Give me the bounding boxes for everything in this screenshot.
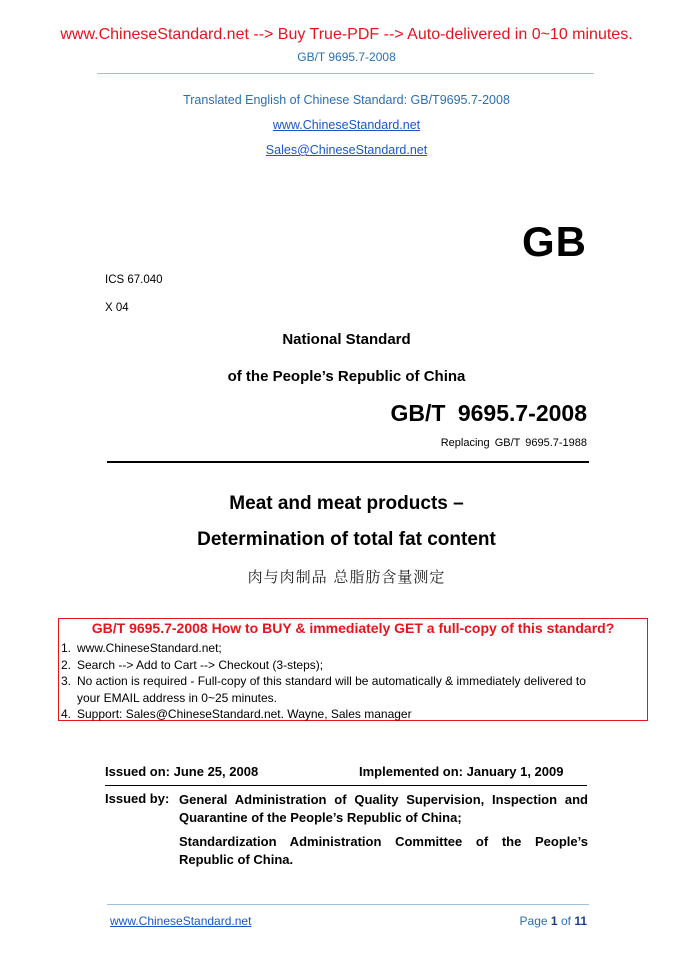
buy-steps-list <box>61 640 643 723</box>
issuer-2: Standardization Administration Committee of the People’s Republic of China. <box>179 834 588 867</box>
translated-notice: Translated English of Chinese Standard: GB/T9695.7-2008 <box>183 93 510 107</box>
footer-site-wrap <box>110 914 251 928</box>
site-link-wrap <box>0 118 693 132</box>
standard-number: GB/T 9695.7-2008 <box>390 400 587 426</box>
replacing-note: Replacing GB/T 9695.7-1988 <box>440 437 587 449</box>
list-item-number: 1. <box>61 641 72 655</box>
gb-mark: GB <box>522 218 587 265</box>
footer-divider <box>107 904 589 905</box>
top-banner: www.ChineseStandard.net --> Buy True-PDF --> Auto-delivered in 0~10 minutes. <box>60 26 633 43</box>
list-item-text: Search --> Add to Cart --> Checkout (3-steps); <box>77 657 324 672</box>
buy-instructions-box <box>58 618 648 721</box>
list-item-continuation: your EMAIL address in 0~25 minutes. <box>77 690 277 705</box>
list-item <box>61 673 643 690</box>
list-item <box>61 657 643 674</box>
list-item-number: 4. <box>61 707 72 721</box>
implemented-on-date: Implemented on: January 1, 2009 <box>359 764 564 779</box>
issued-by-label: Issued by: <box>105 791 170 806</box>
header-divider <box>97 73 594 74</box>
sales-email-link[interactable]: Sales@ChineseStandard.net <box>265 143 428 157</box>
issuer-1: General Administration of Quality Supervision, Inspection and Quarantine of the People’s Republic of China; <box>179 792 588 825</box>
page-of: of <box>560 914 571 928</box>
issued-on-date: Issued on: June 25, 2008 <box>105 764 259 779</box>
issue-divider <box>105 785 587 786</box>
buy-heading: GB/T 9695.7-2008 How to BUY & immediately GET a full-copy of this standard? <box>91 620 615 636</box>
list-item-text: Support: Sales@ChineseStandard.net. Wayne, Sales manager <box>77 707 412 721</box>
list-item-number: 2. <box>61 657 72 672</box>
page-label: Page <box>519 914 548 928</box>
national-standard-line2: of the People’s Republic of China <box>227 368 466 385</box>
site-link[interactable]: www.ChineseStandard.net <box>272 118 421 132</box>
sales-email-wrap <box>0 143 693 157</box>
page-current: 1 <box>550 914 558 928</box>
list-item-number: 3. <box>61 674 72 688</box>
list-item-text[interactable]: www.ChineseStandard.net; <box>77 641 222 655</box>
classification-code: X 04 <box>105 302 129 314</box>
footer-site-link[interactable]: www.ChineseStandard.net <box>110 914 252 928</box>
issuer-block <box>179 791 588 875</box>
national-standard-line1: National Standard <box>282 331 411 348</box>
list-item <box>61 640 643 657</box>
ics-code: ICS 67.040 <box>105 274 163 286</box>
chinese-title: 肉与肉制品 总脂肪含量测定 <box>247 568 446 586</box>
title-line2: Determination of total fat content <box>197 529 496 550</box>
list-item <box>61 706 643 723</box>
header-standard-code: GB/T 9695.7-2008 <box>297 50 396 64</box>
title-line1: Meat and meat products – <box>229 493 464 514</box>
list-item-text: No action is required - Full-copy of this standard will be automatically & immediately delivered to <box>77 674 586 688</box>
page-indicator <box>520 914 587 928</box>
title-divider <box>107 461 589 463</box>
page-total: 11 <box>574 914 587 928</box>
